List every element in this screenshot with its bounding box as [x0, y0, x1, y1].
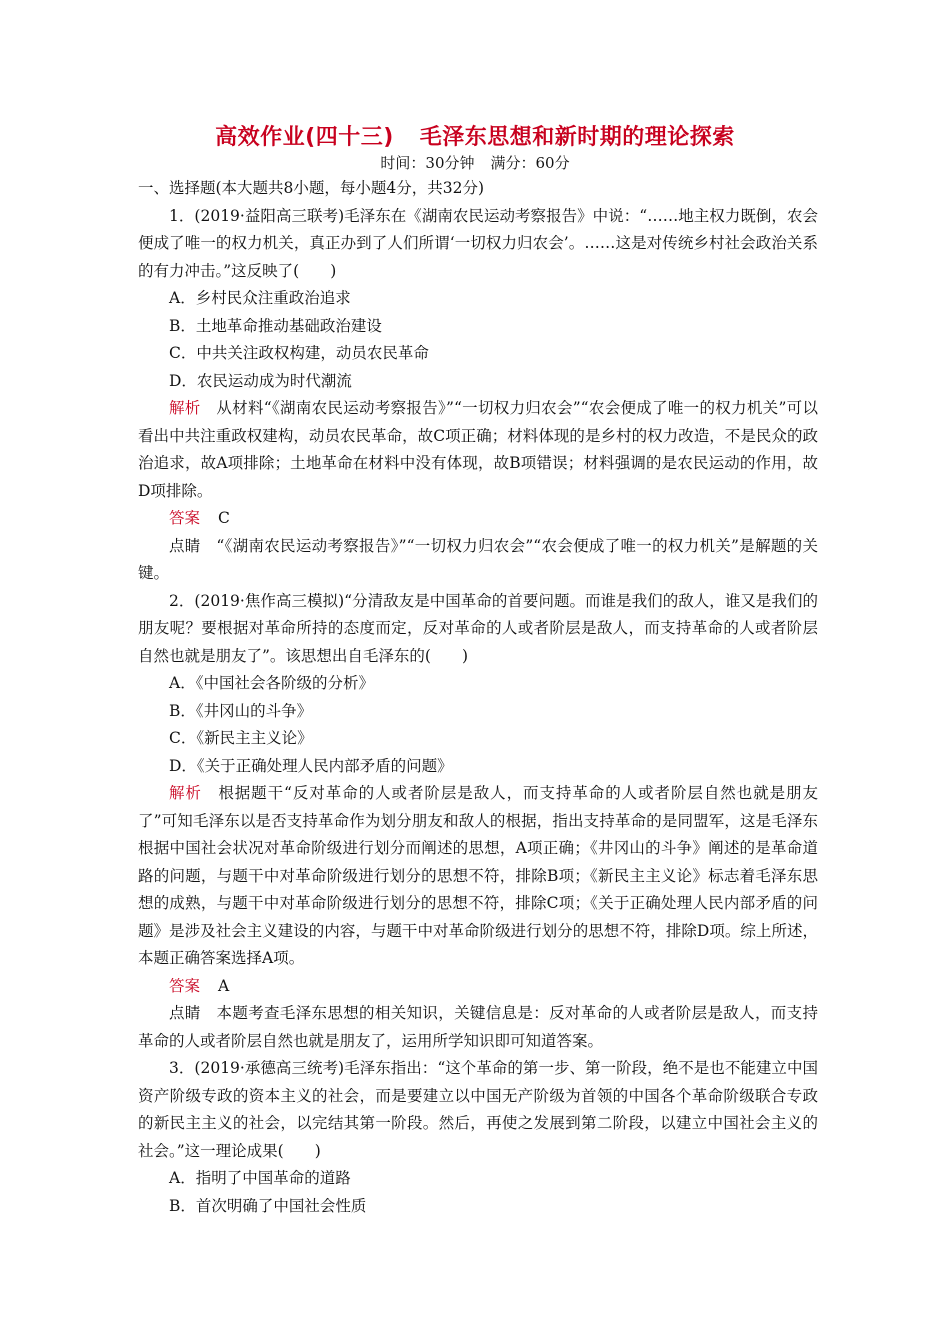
content-body — [138, 175, 818, 1220]
q3-stem: 3．(2019·承德高三统考)毛泽东指出：“这个革命的第一步、第一阶段，绝不是也不能建立中国资产阶级专政的资本主义的社会，而是要建立以中国无产阶级为首领的中国各个革命阶级联合专政的新民主主义的社会，以完结其第一阶段。然后，再使之发展到第二阶段，以建立中国社会主义的社会。”这一理论成果( ) — [138, 1059, 818, 1160]
q2-analysis-label: 解析 — [169, 784, 202, 802]
q1-analysis — [138, 395, 818, 505]
q1-answer-label: 答案 — [169, 509, 201, 527]
q1-analysis-label: 解析 — [169, 399, 201, 417]
q2-stem: 2．(2019·焦作高三模拟)“分清敌友是中国革命的首要问题。而谁是我们的敌人，谁又是我们的朋友呢？要根据对革命所持的态度而定，反对革命的人或者阶层是敌人，而支持革命的人或者阶层自然也就是朋友了”。该思想出自毛泽东的( ) — [138, 591, 818, 665]
page-title — [0, 120, 950, 151]
q1-option-c: C．中共关注政权构建，动员农民革命 — [169, 344, 429, 362]
q1-option-b: B．土地革命推动基础政治建设 — [169, 316, 382, 335]
q2-analysis-text: 根据题干“反对革命的人或者阶层是敌人，而支持革命的人或者阶层自然也就是朋友了”可知毛泽东以是否支持革命作为划分朋友和敌人的根据，指出支持革命的是同盟军，这是毛泽东根据中国社会状况对革命阶级进行划分而阐述的思想，A项正确；《井冈山的斗争》阐述的是革命道路的问题，与题干中对革命阶级进行划分的思想不符，排除B项；《新民主主义论》标志着毛泽东思想的成熟，与题干中对革命阶级进行划分的思想不符，排除C项；《关于正确处理人民内部矛盾的问题》是涉及社会主义建设的内容，与题干中对革命阶级进行划分的思想不符，排除D项。综上所述，本题正确答案选择A项。 — [138, 784, 818, 967]
q2-answer-value: A — [218, 976, 230, 995]
q2-option-d: D．《关于正确处理人民内部矛盾的问题》 — [169, 756, 453, 775]
q3-option-a: A．指明了中国革命的道路 — [169, 1169, 351, 1187]
q2-option-c: C．《新民主主义论》 — [169, 729, 313, 747]
q2-comment-label: 点睛 — [169, 1004, 201, 1022]
q1-stem: 1．(2019·益阳高三联考)毛泽东在《湖南农民运动考察报告》中说：“……地主权力既倒，农会便成了唯一的权力机关，真正办到了人们所谓‘一切权力归农会’。……这是对传统乡村社会政治关系的有力冲击。”这反映了( ) — [138, 206, 818, 280]
q1-answer-value: C — [218, 509, 230, 527]
time-limit: 时间：30分钟 — [380, 154, 475, 172]
q2-option-a: A．《中国社会各阶级的分析》 — [169, 674, 374, 692]
q1-comment-label: 点睛 — [169, 536, 201, 555]
q2-comment-text: 本题考查毛泽东思想的相关知识，关键信息是：反对革命的人或者阶层是敌人，而支持革命的人或者阶层自然也就是朋友了，运用所学知识即可知道答案。 — [138, 1004, 818, 1050]
q2-option-b: B．《井冈山的斗争》 — [169, 701, 313, 720]
q3-option-b: B．首次明确了中国社会性质 — [169, 1196, 367, 1215]
q1-option-a: A．乡村民众注重政治追求 — [169, 289, 351, 307]
q2-comment — [138, 1000, 818, 1055]
full-score: 满分：60分 — [490, 154, 570, 172]
q1-option-d: D．农民运动成为时代潮流 — [169, 371, 352, 390]
q2-answer — [138, 973, 818, 1001]
title-series: 高效作业(四十三) — [215, 125, 394, 150]
section-heading: 一、选择题(本大题共8小题，每小题4分，共32分) — [138, 179, 485, 197]
title-topic: 毛泽东思想和新时期的理论探索 — [419, 125, 735, 150]
exam-meta — [0, 152, 950, 173]
q1-comment — [138, 533, 818, 588]
q2-answer-label: 答案 — [169, 976, 201, 995]
q1-comment-text: “《湖南农民运动考察报告》”“一切权力归农会”“农会便成了唯一的权力机关”是解题的关键。 — [138, 536, 818, 582]
q1-analysis-text: 从材料“《湖南农民运动考察报告》”“一切权力归农会”“农会便成了唯一的权力机关”可以看出中共注重政权建构，动员农民革命，故C项正确；材料体现的是乡村的权力改造，不是民众的政治追求，故A项排除；土地革命在材料中没有体现，故B项错误；材料强调的是农民运动的作用，故D项排除。 — [138, 399, 818, 500]
q2-analysis — [138, 780, 818, 973]
q1-answer — [138, 505, 818, 533]
